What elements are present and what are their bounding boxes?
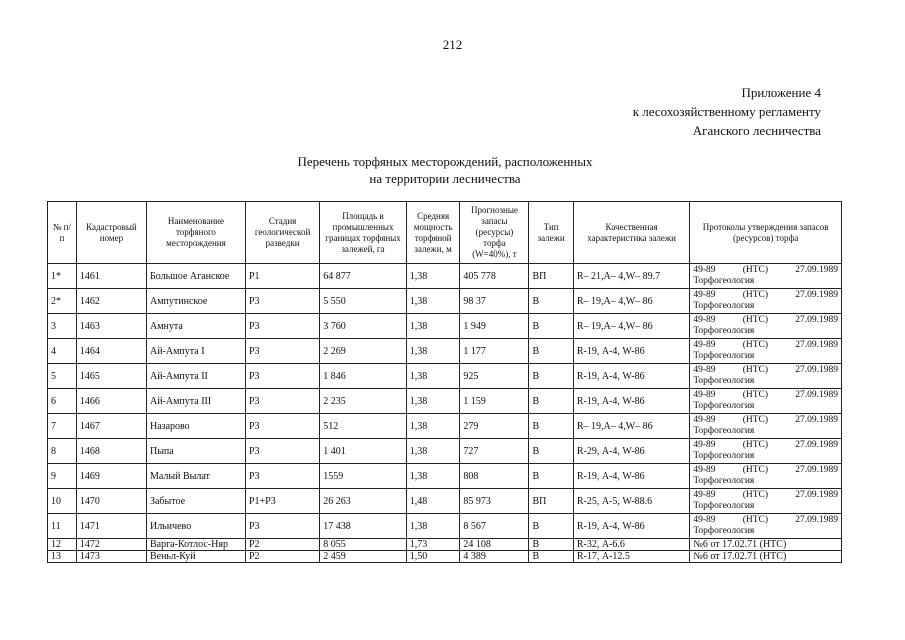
deposit-type: В xyxy=(529,414,573,439)
quality-characteristic: R-19, А-4, W-86 xyxy=(573,364,690,389)
protocol-number: 49-89 xyxy=(693,340,716,350)
header-stage: Стадия геологической разведки xyxy=(245,202,319,264)
row-number: 4 xyxy=(48,339,77,364)
depth-value: 1,38 xyxy=(406,414,460,439)
protocol-number: 49-89 xyxy=(693,415,716,425)
protocol-organization: (НТС) xyxy=(742,390,769,400)
protocol-institution: Торфогеология xyxy=(693,326,755,336)
protocol-institution: Торфогеология xyxy=(693,376,755,386)
area-value: 1 401 xyxy=(320,439,407,464)
header-deposit-name: Наименование торфяного месторождения xyxy=(146,202,245,264)
exploration-stage: Р3 xyxy=(245,364,319,389)
protocol-cell xyxy=(690,439,842,464)
exploration-stage: Р3 xyxy=(245,314,319,339)
protocol-line xyxy=(693,315,838,326)
table-row xyxy=(48,514,842,539)
reserves-value: 24 108 xyxy=(460,539,529,551)
deposit-name: Назарово xyxy=(146,414,245,439)
reserves-value: 1 159 xyxy=(460,389,529,414)
deposit-name: Веньл-Куй xyxy=(146,551,245,563)
peat-deposits-table xyxy=(47,201,842,563)
quality-characteristic: R-19, А-4, W-86 xyxy=(573,389,690,414)
deposit-name: Малый Вылат xyxy=(146,464,245,489)
row-number: 13 xyxy=(48,551,77,563)
exploration-stage: Р3 xyxy=(245,514,319,539)
protocol-cell xyxy=(690,464,842,489)
row-number: 3 xyxy=(48,314,77,339)
protocol-number: 49-89 xyxy=(693,440,716,450)
protocol-cell xyxy=(690,339,842,364)
exploration-stage: Р2 xyxy=(245,551,319,563)
protocol-number: 49-89 xyxy=(693,315,716,325)
deposit-name: Ампутинское xyxy=(146,289,245,314)
deposit-type: В xyxy=(529,439,573,464)
area-value: 8 055 xyxy=(320,539,407,551)
area-value: 1 846 xyxy=(320,364,407,389)
protocol-line xyxy=(693,515,838,526)
quality-characteristic: R– 19,А– 4,W– 86 xyxy=(573,289,690,314)
depth-value: 1,50 xyxy=(406,551,460,563)
deposit-type: В xyxy=(529,464,573,489)
row-number: 6 xyxy=(48,389,77,414)
protocol-organization: (НТС) xyxy=(742,315,769,325)
table-row xyxy=(48,439,842,464)
depth-value: 1,38 xyxy=(406,364,460,389)
protocol-institution: Торфогеология xyxy=(693,426,755,436)
quality-characteristic: R-32, А-6.6 xyxy=(573,539,690,551)
protocol-line xyxy=(693,390,838,401)
cadastral-number: 1472 xyxy=(76,539,146,551)
cadastral-number: 1461 xyxy=(76,264,146,289)
table-row xyxy=(48,314,842,339)
quality-characteristic: R-25, А-5, W-88.6 xyxy=(573,489,690,514)
area-value: 2 459 xyxy=(320,551,407,563)
appendix-line-3: Аганского лесничества xyxy=(692,123,821,138)
reserves-value: 727 xyxy=(460,439,529,464)
protocol-cell xyxy=(690,389,842,414)
protocol-institution: Торфогеология xyxy=(693,476,755,486)
protocol-cell: №6 от 17.02.71 (НТС) xyxy=(690,551,842,563)
cadastral-number: 1469 xyxy=(76,464,146,489)
appendix-line-1: Приложение 4 xyxy=(741,85,821,100)
cadastral-number: 1465 xyxy=(76,364,146,389)
row-number: 12 xyxy=(48,539,77,551)
header-reserves: Прогнозные запасы (ресурсы) торфа (W=40%), т xyxy=(460,202,529,264)
area-value: 1559 xyxy=(320,464,407,489)
deposit-name: Пыпа xyxy=(146,439,245,464)
area-value: 26 263 xyxy=(320,489,407,514)
protocol-number: 49-89 xyxy=(693,365,716,375)
deposit-type: В xyxy=(529,539,573,551)
protocol-date: 27.09.1989 xyxy=(795,490,838,500)
protocol-institution: Торфогеология xyxy=(693,301,755,311)
depth-value: 1,38 xyxy=(406,514,460,539)
title-line-1: Перечень торфяных месторождений, расположенных xyxy=(297,154,593,169)
reserves-value: 1 177 xyxy=(460,339,529,364)
cadastral-number: 1467 xyxy=(76,414,146,439)
exploration-stage: Р3 xyxy=(245,339,319,364)
protocol-cell xyxy=(690,364,842,389)
exploration-stage: Р2 xyxy=(245,539,319,551)
cadastral-number: 1470 xyxy=(76,489,146,514)
deposit-type: ВП xyxy=(529,489,573,514)
quality-characteristic: R-19, А-4, W-86 xyxy=(573,514,690,539)
quality-characteristic: R-17, А-12.5 xyxy=(573,551,690,563)
page-number: 212 xyxy=(442,37,463,52)
table-row xyxy=(48,551,842,563)
protocol-organization: (НТС) xyxy=(742,490,769,500)
protocol-line xyxy=(693,440,838,451)
exploration-stage: Р1+Р3 xyxy=(245,489,319,514)
deposit-name: Амнута xyxy=(146,314,245,339)
quality-characteristic: R– 21,А– 4,W– 89.7 xyxy=(573,264,690,289)
protocol-organization: (НТС) xyxy=(742,365,769,375)
header-type: Тип залежи xyxy=(529,202,573,264)
protocol-date: 27.09.1989 xyxy=(795,465,838,475)
deposit-name: Ильичево xyxy=(146,514,245,539)
protocol-cell xyxy=(690,289,842,314)
reserves-value: 925 xyxy=(460,364,529,389)
header-protocol: Протоколы утверждения запасов (ресурсов) торфа xyxy=(690,202,842,264)
appendix-line-2: к лесохозяйственному регламенту xyxy=(632,104,821,119)
protocol-institution: Торфогеология xyxy=(693,526,755,536)
protocol-line xyxy=(693,340,838,351)
protocol-cell xyxy=(690,514,842,539)
header-depth: Средняя мощность торфяной залежи, м xyxy=(406,202,460,264)
depth-value: 1,38 xyxy=(406,439,460,464)
protocol-date: 27.09.1989 xyxy=(795,390,838,400)
protocol-organization: (НТС) xyxy=(742,465,769,475)
reserves-value: 405 778 xyxy=(460,264,529,289)
exploration-stage: Р3 xyxy=(245,289,319,314)
table-row xyxy=(48,339,842,364)
deposit-name: Забытое xyxy=(146,489,245,514)
protocol-institution: Торфогеология xyxy=(693,401,755,411)
protocol-date: 27.09.1989 xyxy=(795,415,838,425)
deposit-type: В xyxy=(529,514,573,539)
deposit-type: В xyxy=(529,314,573,339)
reserves-value: 8 567 xyxy=(460,514,529,539)
table-header-row xyxy=(48,202,842,264)
depth-value: 1,38 xyxy=(406,289,460,314)
area-value: 512 xyxy=(320,414,407,439)
deposit-name: Варга-Котлос-Няр xyxy=(146,539,245,551)
protocol-cell xyxy=(690,314,842,339)
protocol-organization: (НТС) xyxy=(742,290,769,300)
table-row xyxy=(48,264,842,289)
deposit-type: ВП xyxy=(529,264,573,289)
row-number: 9 xyxy=(48,464,77,489)
protocol-line xyxy=(693,490,838,501)
protocol-date: 27.09.1989 xyxy=(795,265,838,275)
protocol-number: 49-89 xyxy=(693,390,716,400)
title-line-2: на территории лесничества xyxy=(369,171,521,186)
row-number: 7 xyxy=(48,414,77,439)
protocol-line xyxy=(693,290,838,301)
protocol-cell xyxy=(690,414,842,439)
header-quality: Качественная характеристика залежи xyxy=(573,202,690,264)
cadastral-number: 1468 xyxy=(76,439,146,464)
table-body xyxy=(48,264,842,563)
quality-characteristic: R– 19,А– 4,W– 86 xyxy=(573,314,690,339)
protocol-date: 27.09.1989 xyxy=(795,290,838,300)
header-number: № п/п xyxy=(48,202,77,264)
cadastral-number: 1471 xyxy=(76,514,146,539)
reserves-value: 98 37 xyxy=(460,289,529,314)
table-row xyxy=(48,414,842,439)
row-number: 2* xyxy=(48,289,77,314)
area-value: 2 235 xyxy=(320,389,407,414)
deposit-type: В xyxy=(529,339,573,364)
deposit-type: В xyxy=(529,389,573,414)
depth-value: 1,38 xyxy=(406,389,460,414)
area-value: 3 760 xyxy=(320,314,407,339)
reserves-value: 85 973 xyxy=(460,489,529,514)
cadastral-number: 1473 xyxy=(76,551,146,563)
depth-value: 1,38 xyxy=(406,464,460,489)
deposit-name: Ай-Ампута I xyxy=(146,339,245,364)
protocol-cell xyxy=(690,489,842,514)
table-row xyxy=(48,364,842,389)
depth-value: 1,38 xyxy=(406,339,460,364)
header-cadastral: Кадастровый номер xyxy=(76,202,146,264)
deposit-type: В xyxy=(529,289,573,314)
cadastral-number: 1462 xyxy=(76,289,146,314)
deposit-name: Большое Аганское xyxy=(146,264,245,289)
reserves-value: 279 xyxy=(460,414,529,439)
protocol-organization: (НТС) xyxy=(742,440,769,450)
protocol-line xyxy=(693,415,838,426)
row-number: 8 xyxy=(48,439,77,464)
depth-value: 1,73 xyxy=(406,539,460,551)
table-row xyxy=(48,289,842,314)
protocol-line xyxy=(693,365,838,376)
appendix-note xyxy=(633,83,821,140)
protocol-organization: (НТС) xyxy=(742,340,769,350)
table-row xyxy=(48,389,842,414)
protocol-cell xyxy=(690,264,842,289)
exploration-stage: Р3 xyxy=(245,464,319,489)
cadastral-number: 1463 xyxy=(76,314,146,339)
area-value: 64 877 xyxy=(320,264,407,289)
protocol-institution: Торфогеология xyxy=(693,501,755,511)
reserves-value: 808 xyxy=(460,464,529,489)
document-title xyxy=(250,153,640,187)
header-area: Площадь в промышленных границах торфяных залежей, га xyxy=(320,202,407,264)
protocol-organization: (НТС) xyxy=(742,415,769,425)
protocol-date: 27.09.1989 xyxy=(795,315,838,325)
row-number: 5 xyxy=(48,364,77,389)
reserves-value: 4 389 xyxy=(460,551,529,563)
cadastral-number: 1466 xyxy=(76,389,146,414)
deposit-type: В xyxy=(529,364,573,389)
protocol-organization: (НТС) xyxy=(742,515,769,525)
protocol-institution: Торфогеология xyxy=(693,351,755,361)
protocol-line xyxy=(693,265,838,276)
depth-value: 1,48 xyxy=(406,489,460,514)
quality-characteristic: R-19, А-4, W-86 xyxy=(573,339,690,364)
row-number: 10 xyxy=(48,489,77,514)
deposit-type: В xyxy=(529,551,573,563)
protocol-institution: Торфогеология xyxy=(693,451,755,461)
protocol-number: 49-89 xyxy=(693,265,716,275)
protocol-number: 49-89 xyxy=(693,465,716,475)
area-value: 2 269 xyxy=(320,339,407,364)
table-row xyxy=(48,489,842,514)
cadastral-number: 1464 xyxy=(76,339,146,364)
quality-characteristic: R– 19,А– 4,W– 86 xyxy=(573,414,690,439)
depth-value: 1,38 xyxy=(406,314,460,339)
exploration-stage: Р3 xyxy=(245,389,319,414)
protocol-date: 27.09.1989 xyxy=(795,340,838,350)
deposit-name: Ай-Ампута II xyxy=(146,364,245,389)
protocol-number: 49-89 xyxy=(693,515,716,525)
protocol-date: 27.09.1989 xyxy=(795,515,838,525)
reserves-value: 1 949 xyxy=(460,314,529,339)
protocol-line xyxy=(693,465,838,476)
protocol-date: 27.09.1989 xyxy=(795,365,838,375)
area-value: 17 438 xyxy=(320,514,407,539)
exploration-stage: Р3 xyxy=(245,414,319,439)
row-number: 1* xyxy=(48,264,77,289)
table-row xyxy=(48,539,842,551)
depth-value: 1,38 xyxy=(406,264,460,289)
protocol-organization: (НТС) xyxy=(742,265,769,275)
exploration-stage: Р3 xyxy=(245,439,319,464)
table-row xyxy=(48,464,842,489)
deposit-name: Ай-Ампута III xyxy=(146,389,245,414)
protocol-number: 49-89 xyxy=(693,490,716,500)
protocol-cell: №6 от 17.02.71 (НТС) xyxy=(690,539,842,551)
protocol-number: 49-89 xyxy=(693,290,716,300)
quality-characteristic: R-19, А-4, W-86 xyxy=(573,464,690,489)
exploration-stage: Р1 xyxy=(245,264,319,289)
protocol-date: 27.09.1989 xyxy=(795,440,838,450)
protocol-institution: Торфогеология xyxy=(693,276,755,286)
row-number: 11 xyxy=(48,514,77,539)
area-value: 5 550 xyxy=(320,289,407,314)
quality-characteristic: R-29, А-4, W-86 xyxy=(573,439,690,464)
